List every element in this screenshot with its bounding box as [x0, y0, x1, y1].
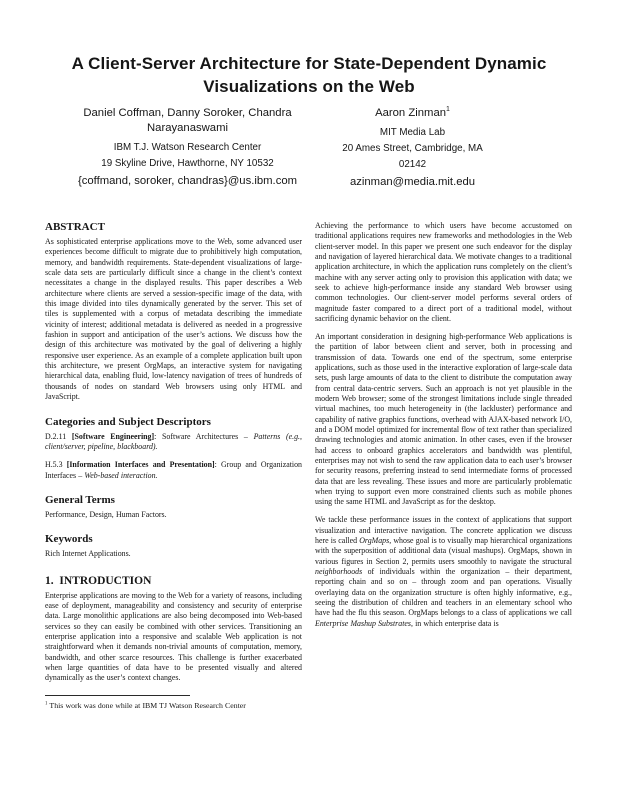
authors-block [45, 106, 573, 192]
categories-heading: Categories and Subject Descriptors [45, 415, 211, 428]
paper-title-line2: Visualizations on the Web [203, 77, 415, 96]
category-entry-d211: D.2.11 [Software Engineering]: Software Architectures – Patterns (e.g., client/server, pipeline, blackboard). [45, 431, 302, 451]
right-col-paragraph-1: Achieving the performance to which users have become accustomed on traditional applications requires new frameworks and methodologies in the Web client-server model. In this paper we present one such endeavor for the display and navigation of layered hierarchical data. We motivate changes to a traditional application architecture, in which the application runs completely on the client’s machine with any server acting only to provision this application with data; we seek to achieve high-performance inside any standard Web browser using common technologies. Our client-server model performs several orders of magnitude faster compared to a direct port of a traditional model, without sacrificing dynamic behavior on the client. [315, 221, 572, 324]
author-email-ibm: {coffmand, soroker, chandras}@us.ibm.com [77, 175, 298, 187]
paper-title [45, 52, 573, 98]
author-email-mit: azinman@media.mit.edu [349, 176, 476, 188]
general-terms-text: Performance, Design, Human Factors. [45, 509, 167, 519]
left-column [45, 221, 302, 711]
footnote-text: $^1$ This work was done while at IBM TJ Watson Research Center [45, 700, 246, 710]
two-column-body [45, 221, 573, 711]
author-address-mit: 20 Ames Street, Cambridge, MA 02142 [342, 143, 483, 170]
keywords-heading: Keywords [45, 533, 93, 546]
footnote-divider [45, 695, 190, 696]
general-terms-heading: General Terms [45, 493, 115, 506]
right-column [315, 221, 572, 711]
author-group-mit [330, 106, 495, 192]
author-names-mit: Aaron Zinman$^1$ [375, 106, 450, 119]
author-affiliation-ibm: IBM T.J. Watson Research Center [113, 142, 262, 153]
abstract-text: As sophisticated enterprise applications move to the Web, some advanced user experiences become difficult to migrate due to prohibitively high computation, memory, and bandwidth requirements. State-dependent visualizations of large-scale data sets are particularly difficult since a change in the client’s context necessitates a change in the displayed results. This paper describes a Web architecture where clients are served a session-specific image of the data, with this image divided into tiles dynamically generated by the server. This set of tiles is supplemented with a corpus of metadata describing the immediate vicinity of interest; additional metadata is delivered as needed in a progressive fashion in support and anticipation of the user’s actions. We discuss how the design of this architecture was motivated by the goal of delivering a highly responsive user experience. As an example of a complete application built upon this architecture, we present OrgMaps, an interactive system for navigating hierarchical data, enabling fluid, low-latency navigation of trees of hundreds of thousands of nodes on standard Web browsers using only HTML and JavaScript. [45, 237, 302, 402]
author-names-ibm: Daniel Coffman, Danny Soroker, Chandra Narayanaswami [83, 107, 292, 134]
right-col-paragraph-3: We tackle these performance issues in the context of applications that support visualization and interactive navigation. The concrete application we discuss here is called OrgMaps, whose goal is to visually map hierarchical organizations with the superposition of additional data (visual mashups). OrgMaps, shown in various figures in Section 2, permits users smoothly to navigate the structural neighborhoods of individuals within the organization – their department, reporting chain and so on – through zoom and pan operations. Visually overlaying data on the organization structure is often highly informative, e.g., seeing the distribution of children and teachers in an elementary school who have had the flu this season. OrgMaps belongs to a class of applications we call Enterprise Mashup Substrates, in which enterprise data is [315, 515, 572, 628]
introduction-text: Enterprise applications are moving to the Web for a variety of reasons, including ease of deployment, manageability and consistency and security of enterprise data. Large monolithic applications are also being decomposed into Web-based services so they can easily be combined with other services. Transitioning an enterprise application into a responsive and scalable Web application is not straightforward when it demands non-trivial amounts of computation, memory, bandwidth, and other scarce resources. This challenge is further exacerbated when large quantities of data have to be presented visually and altered dynamically as the user’s context changes. [45, 590, 302, 683]
author-address-ibm: 19 Skyline Drive, Hawthorne, NY 10532 [101, 158, 274, 169]
author-affiliation-mit: MIT Media Lab [379, 127, 446, 138]
abstract-heading: ABSTRACT [45, 221, 105, 233]
category-entry-h53: H.5.3 [Information Interfaces and Presentation]: Group and Organization Interfaces – Web-based interaction. [45, 460, 302, 480]
paper-title-line1: A Client-Server Architecture for State-Dependent Dynamic [71, 54, 547, 73]
keywords-text: Rich Internet Applications. [45, 549, 131, 559]
right-col-paragraph-2: An important consideration in designing high-performance Web applications is the partition of labor between client and server, both in processing and transmission of data. Towards one end of the spectrum, some enterprise applications, such as those used in the interactive exploration of large-scale data sets, push large amounts of data to the client to distribute the computation away from central data-centric servers. Such an approach is not yet plausible in the modern Web browser; some of the strongest limitations include single threaded virtual machines, too much heterogeneity in (the lackluster) performance and capability of native graphics functions, overhead with AJAX-based network I/O, and a DOM model optimized for incremental flow of text rather than specialized drawing technologies and atomic animation. In other cases, even if the browser had access to onboard graphics accelerators and bandwidth was plentiful, enterprises may not wish to send the raw application data to each user’s browser for security reasons, preferring instead to send intermediate forms of processed data that are less revealing. These issues and more are particularly problematic when trying to support even more constrained clients such as mobile phones using the same HTML and JavaScript as for the desktop. [315, 331, 573, 507]
introduction-heading: 1. INTRODUCTION [45, 574, 152, 587]
author-group-ibm [45, 106, 330, 192]
